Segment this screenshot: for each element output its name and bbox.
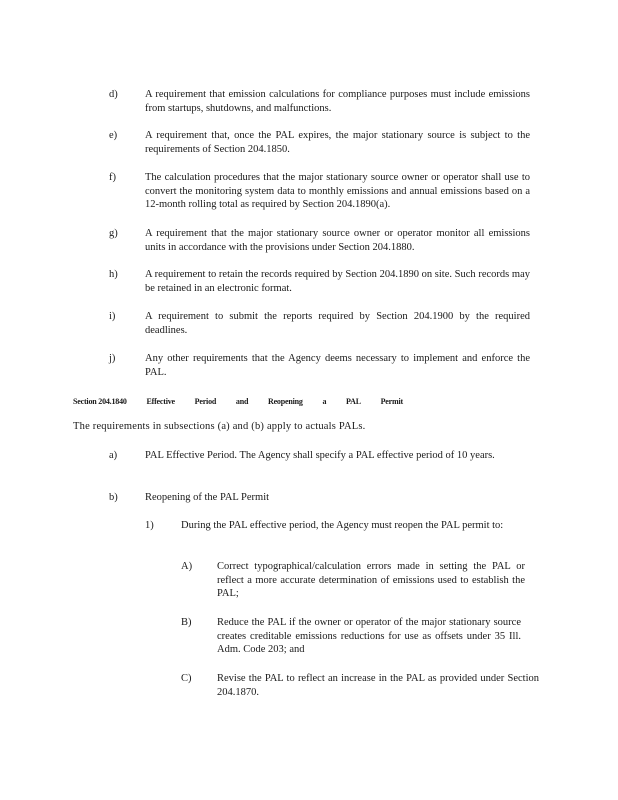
list-item-label: 1) <box>145 520 154 531</box>
section-title-word: Period <box>194 397 217 406</box>
section-title-word: Permit <box>380 397 403 406</box>
section-title-word: Reopening <box>268 397 303 406</box>
section-number: Section 204.1840 <box>73 397 127 406</box>
list-item-text: A requirement to submit the reports required by Section 204.1900 by the required deadlines. <box>145 311 530 336</box>
list-item-text: During the PAL effective period, the Agency must reopen the PAL permit to: <box>181 520 504 531</box>
sub-item-text: Reduce the PAL if the owner or operator of the major stationary source creates creditable emissions reductions for use as offsets under 35 Ill. Adm. Code 203; and <box>217 617 521 655</box>
section-heading <box>73 395 403 409</box>
section-title-word: and <box>235 397 249 406</box>
sub-item-label: C) <box>181 673 192 684</box>
sub-item-label: B) <box>181 617 192 628</box>
list-item-text: Any other requirements that the Agency deems necessary to implement and enforce the PAL. <box>145 353 530 378</box>
list-item-label: i) <box>109 311 116 322</box>
list-item-label: h) <box>109 269 118 280</box>
list-item-label: j) <box>109 353 116 364</box>
list-item-text: The calculation procedures that the major stationary source owner or operator shall use to convert the monitoring system data to monthly emissions and annual emissions based on a 12-month rolling total as required by Section 204.1890(a). <box>145 172 530 210</box>
list-item-label: d) <box>109 89 118 100</box>
section-title-word: PAL <box>346 397 361 406</box>
list-item-text: A requirement that, once the PAL expires, the major stationary source is subject to the requirements of Section 204.1850. <box>145 130 530 155</box>
sub-item-text: Revise the PAL to reflect an increase in the PAL as provided under Section 204.1870. <box>217 673 539 698</box>
list-item-label: g) <box>109 228 118 239</box>
section-title-word: Effective <box>146 397 175 406</box>
list-item-text: PAL Effective Period. The Agency shall specify a PAL effective period of 10 years. <box>145 450 495 461</box>
sub-item-label: A) <box>181 561 193 572</box>
list-item-text: A requirement that emission calculations for compliance purposes must include emissions from startups, shutdowns, and malfunctions. <box>145 89 530 114</box>
list-item-text: A requirement that the major stationary source owner or operator monitor all emissions units in accordance with the provisions under Section 204.1880. <box>145 228 530 253</box>
list-item-text: Reopening of the PAL Permit <box>145 492 270 503</box>
list-item-text: A requirement to retain the records required by Section 204.1890 on site. Such records may be retained in an electronic format. <box>145 269 530 294</box>
list-item-label: e) <box>109 130 118 141</box>
list-item-label: f) <box>109 172 116 183</box>
sub-item-text: Correct typographical/calculation errors made in setting the PAL or reflect a more accurate determination of emissions used to establish the PAL; <box>217 561 525 599</box>
section-intro: The requirements in subsections (a) and (b) apply to actuals PALs. <box>73 421 366 432</box>
list-item-label: b) <box>109 492 118 503</box>
list-item-label: a) <box>109 450 118 461</box>
section-title-word: a <box>322 397 327 406</box>
